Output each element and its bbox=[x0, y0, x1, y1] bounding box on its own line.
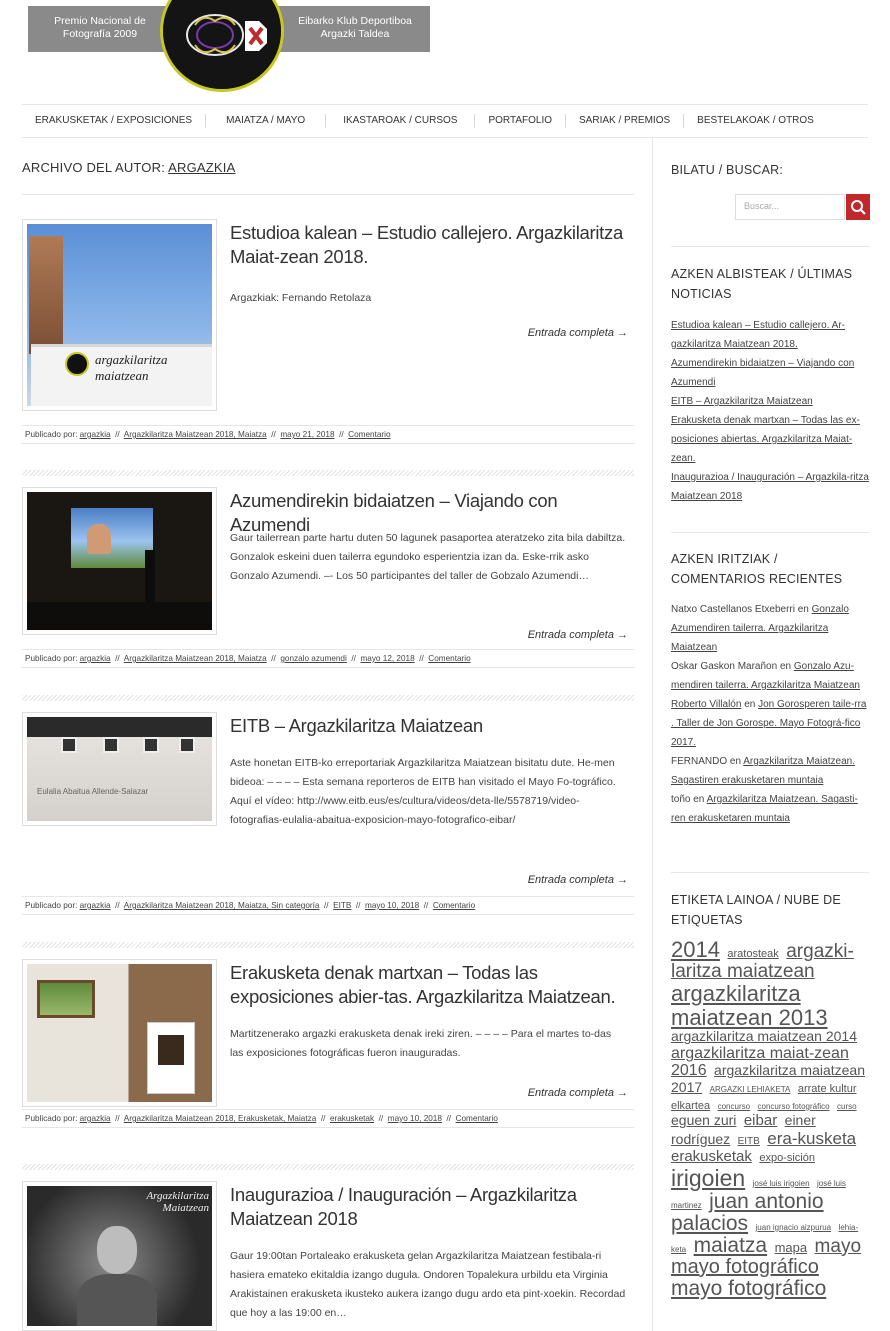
thumbnail-caption: Eulalia Abaitua Allende-Salazar bbox=[37, 787, 149, 796]
divider bbox=[22, 194, 634, 195]
tag-link[interactable]: argazkilaritza maiatzean 2017 bbox=[671, 1062, 866, 1095]
tag-link[interactable]: era-kusketa bbox=[767, 1129, 857, 1149]
post-title[interactable]: Erakusketa denak martxan – Todas las exposiciones abier-tas. Argazkilaritza Maiatzean. bbox=[230, 962, 616, 1007]
tag-link[interactable]: curso bbox=[837, 1101, 857, 1111]
post-thumbnail[interactable] bbox=[22, 1181, 217, 1331]
club-logo[interactable] bbox=[160, 0, 284, 92]
tag-link[interactable]: juan antonio palacios bbox=[671, 1189, 824, 1235]
meta-date-link[interactable]: mayo 10, 2018 bbox=[365, 901, 420, 910]
comment-post-link[interactable]: Gonzalo Azumendiren tailerra. Argazkilaritza Maiatzean bbox=[671, 604, 849, 653]
post-thumbnail[interactable] bbox=[22, 959, 217, 1107]
post-separator bbox=[22, 695, 634, 701]
tag-link[interactable]: mayo bbox=[814, 1235, 862, 1257]
tag-link[interactable]: mapa bbox=[774, 1239, 808, 1255]
post-thumbnail[interactable] bbox=[22, 487, 217, 635]
post-separator bbox=[22, 942, 634, 948]
comment-item: Oskar Gaskon Marañon en Gonzalo Azu-mendiren tailerra. Argazkilaritza Maiatzean bbox=[671, 661, 860, 691]
meta-comment-link[interactable]: Comentario bbox=[348, 430, 391, 439]
post-thumbnail[interactable] bbox=[22, 219, 217, 411]
read-more-link[interactable]: Entrada completa → bbox=[527, 1087, 628, 1099]
post-excerpt: Gaur 19:00tan Portaleako erakusketa gelan Argazkilaritza Maiatzean festibala-ri hasiera emateko ekitaldia izango dugula. Ondoren Topalekura urbildu eta Virginia Arakistainen erakusketa ikusteko aukera izango dugu ardo eta pint-xoekin. Recordad que hoy a las 19:00 en… bbox=[230, 1250, 626, 1319]
post-title[interactable]: Estudioa kalean – Estudio callejero. Argazkilaritza Maiat-zean 2018. bbox=[230, 222, 623, 267]
meta-categories-link[interactable]: Argazkilaritza Maiatzean 2018, Maiatza bbox=[123, 430, 267, 439]
tag-link[interactable]: ARGAZKI LEHIAKETA bbox=[709, 1084, 791, 1094]
search-input[interactable]: Buscar... bbox=[735, 194, 845, 220]
comment-item: FERNANDO en Argazkilaritza Maiatzean. Sagastiren erakusketaren muntaia bbox=[671, 756, 855, 786]
meta-categories-link[interactable]: Argazkilaritza Maiatzean 2018, Maiatza bbox=[123, 654, 267, 663]
meta-author-link[interactable]: argazkia bbox=[79, 430, 111, 439]
tag-link[interactable]: expo-sición bbox=[759, 1152, 815, 1165]
tag-link[interactable]: argazkilaritza maiat-zean 2016 bbox=[671, 1045, 849, 1080]
tag-link[interactable]: arrate kultur elkartea bbox=[671, 1082, 857, 1112]
comment-post-link[interactable]: Gonzalo Azu-mendiren tailerra. Argazkilaritza Maiatzean bbox=[671, 661, 860, 691]
tag-link[interactable]: eguen zuri bbox=[671, 1112, 737, 1129]
tag-link[interactable]: concurso fotográfico bbox=[757, 1101, 830, 1111]
meta-tags-link[interactable]: EITB bbox=[333, 901, 352, 910]
post-title[interactable]: EITB – Argazkilaritza Maiatzean bbox=[230, 715, 483, 736]
read-more-link[interactable]: Entrada completa → bbox=[527, 874, 628, 886]
tag-link[interactable]: mayo fotográfico bbox=[671, 1255, 819, 1278]
post-title[interactable]: Inaugurazioa / Inauguración – Argazkilaritza Maiatzean 2018 bbox=[230, 1184, 577, 1229]
news-link[interactable]: Erakusketa denak martxan – Todas las ex-posiciones abiertas. Argazkilaritza Maiat-zean. bbox=[671, 415, 860, 464]
post-separator bbox=[22, 470, 634, 476]
meta-date-link[interactable]: mayo 21, 2018 bbox=[280, 430, 335, 439]
news-link[interactable]: Estudioa kalean – Estudio callejero. Ar-gazkilaritza Maiatzean 2018. bbox=[671, 320, 845, 350]
thumbnail-caption: Argazkilaritza Maiatzean bbox=[146, 1190, 209, 1214]
tag-link[interactable]: juan ignacio aizpurua bbox=[755, 1222, 832, 1232]
sidebar bbox=[652, 138, 870, 1331]
archive-author-link[interactable]: ARGAZKIA bbox=[168, 160, 236, 175]
main-navigation bbox=[22, 104, 868, 138]
meta-author-link[interactable]: argazkia bbox=[79, 1114, 111, 1123]
comments-widget-title: AZKEN IRITZIAK / COMENTARIOS RECIENTES bbox=[671, 552, 843, 586]
tag-link[interactable]: mayo fotográfico bbox=[671, 1276, 827, 1300]
tag-cloud bbox=[671, 938, 871, 1300]
banner-left-text: Premio Nacional de Fotografía 2009 bbox=[54, 15, 146, 40]
post-excerpt: Gaur tailerrean parte hartu duten 50 lagunek pasaportea ateratzeko zita bila dabiltza. Gonzalok eskeini duen tailerra egundoko esperientzia izan da. Eske-rrik asko Gonzalo Azumendi. –- Los 50 participantes del taller de Gobzalo Azumendi… bbox=[230, 532, 626, 582]
post-meta: Publicado por: argazkia // Argazkilaritza Maiatzean 2018, Maiatza // gonzalo azumendi // mayo 12, 2018 // Comentario bbox=[22, 649, 634, 668]
news-widget-title: AZKEN ALBISTEAK / ÚLTIMAS NOTICIAS bbox=[671, 267, 853, 301]
comment-item: Natxo Castellanos Etxeberri en Gonzalo Azumendiren tailerra. Argazkilaritza Maiatzean bbox=[671, 604, 849, 653]
tag-link[interactable]: einer rodríguez bbox=[671, 1112, 816, 1148]
meta-categories-link[interactable]: Argazkilaritza Maiatzean 2018, Erakusketak, Maiatza bbox=[123, 1114, 317, 1123]
search-widget-title: BILATU / BUSCAR: bbox=[671, 163, 784, 177]
meta-comment-link[interactable]: Comentario bbox=[455, 1114, 498, 1123]
comment-post-link[interactable]: Argazkilaritza Maiatzean. Sagasti-ren erakusketaren muntaia bbox=[671, 794, 858, 824]
nav-item-cursos[interactable]: IKASTAROAK / CURSOS bbox=[326, 114, 475, 128]
meta-comment-link[interactable]: Comentario bbox=[432, 901, 476, 910]
comment-post-link[interactable]: Jon Gorosperen taile-rra . Taller de Jon Gorospe. Mayo Fotográ-fico 2017. bbox=[671, 699, 867, 748]
tag-link[interactable]: irigoien bbox=[671, 1164, 746, 1191]
news-link[interactable]: Azumendirekin bidaiatzen – Viajando con Azumendi bbox=[671, 358, 855, 388]
tag-link[interactable]: maiatza bbox=[693, 1233, 768, 1257]
post-excerpt: Aste honetan EITB-ko erreportariak Argazkilaritza Maiatzean bisitatu dute. He-men bideoa: – – – – Esta semana reporteros de EITB han visitado el Mayo Fo-tográfico. Aquí el vídeo: http://www.eitb.eus/es/cultura/videos/deta-lle/5578719/video-fotografias-eulalia-abaitua-exposicion-mayo-fotografico-eibar/ bbox=[230, 757, 616, 826]
post-title[interactable]: Azumendirekin bidaiatzen – Viajando con Azumendi bbox=[230, 490, 558, 535]
tag-link[interactable]: aratosteak bbox=[727, 948, 779, 960]
divider bbox=[671, 246, 869, 247]
meta-comment-link[interactable]: Comentario bbox=[428, 654, 471, 663]
nav-item-portafolio[interactable]: PORTAFOLIO bbox=[475, 114, 566, 128]
banner-right-text: Eibarko Klub Deportiboa Argazki Taldea bbox=[298, 15, 412, 40]
tag-link[interactable]: erakusketak bbox=[671, 1148, 752, 1166]
tag-link[interactable]: eibar bbox=[743, 1112, 778, 1130]
meta-date-link[interactable]: mayo 12, 2018 bbox=[360, 654, 415, 663]
read-more-link[interactable]: Entrada completa → bbox=[527, 629, 628, 641]
post-excerpt: Argazkiak: Fernando Retolaza bbox=[230, 292, 372, 304]
site-header bbox=[0, 0, 890, 104]
tag-link[interactable]: argazki-laritza maiatzean bbox=[671, 941, 854, 982]
meta-label: Publicado por: bbox=[25, 654, 78, 663]
meta-label: Publicado por: bbox=[25, 430, 78, 439]
post-meta: Publicado por: argazkia // Argazkilaritza Maiatzean 2018, Erakusketak, Maiatza // erakusketak // mayo 10, 2018 // Comentario bbox=[22, 1109, 634, 1128]
tag-link[interactable]: lehia-keta bbox=[671, 1222, 859, 1254]
comment-item: Roberto Villalón en Jon Gorosperen taile-rra . Taller de Jon Gorospe. Mayo Fotográ-fico 2017. bbox=[671, 699, 867, 748]
comment-post-link[interactable]: Argazkilaritza Maiatzean. Sagastiren erakusketaren muntaia bbox=[671, 756, 855, 786]
post-meta: Publicado por: argazkia // Argazkilaritza Maiatzean 2018, Maiatza, Sin categoría // EITB // mayo 10, 2018 // Comentario bbox=[22, 896, 634, 915]
search-icon bbox=[846, 194, 870, 220]
thumbnail-banner-text: argazkilaritza maiatzean bbox=[95, 352, 168, 383]
comment-item: toño en Argazkilaritza Maiatzean. Sagasti-ren erakusketaren muntaia bbox=[671, 794, 858, 824]
news-list bbox=[671, 316, 871, 506]
archive-label: ARCHIVO DEL AUTOR: bbox=[22, 160, 166, 175]
nav-item-otros[interactable]: BESTELAKOAK / OTROS bbox=[697, 115, 814, 126]
post-meta: Publicado por: argazkia // Argazkilaritza Maiatzean 2018, Maiatza // mayo 21, 2018 // Comentario bbox=[22, 425, 634, 444]
comments-list bbox=[671, 600, 871, 828]
tag-link[interactable]: argazkilaritza maiatzean 2013 bbox=[671, 980, 828, 1030]
news-link[interactable]: Inaugurazioa / Inauguración – Argazkila-ritza Maiatzean 2018 bbox=[671, 472, 869, 502]
meta-label: Publicado por: bbox=[25, 1114, 78, 1123]
archive-heading bbox=[22, 160, 235, 175]
meta-tags-link[interactable]: erakusketak bbox=[329, 1114, 375, 1123]
tag-link[interactable]: concurso bbox=[717, 1101, 751, 1111]
tag-link[interactable]: EITB bbox=[737, 1136, 760, 1148]
meta-author-link[interactable]: argazkia bbox=[79, 901, 111, 910]
nav-item-premios[interactable]: SARIAK / PREMIOS bbox=[566, 114, 684, 128]
tag-link[interactable]: josé luis irigoien bbox=[752, 1178, 810, 1188]
tag-link[interactable]: argazkilaritza maiatzean 2014 bbox=[671, 1028, 857, 1045]
nav-item-exposiciones[interactable]: ERAKUSKETAK / EXPOSICIONES bbox=[22, 114, 206, 128]
meta-label: Publicado por: bbox=[25, 901, 78, 910]
meta-categories-link[interactable]: Argazkilaritza Maiatzean 2018, Maiatza, Sin categoría bbox=[123, 901, 320, 910]
meta-tags-link[interactable]: gonzalo azumendi bbox=[280, 654, 347, 663]
tags-widget-title: ETIKETA LAINOA / NUBE DE ETIQUETAS bbox=[671, 893, 841, 927]
divider bbox=[671, 532, 869, 533]
post-excerpt: Martitzenerako argazki erakusketa denak ireki ziren. – – – – Para el martes to-das las exposiciones fotográficas fueron inauguradas. bbox=[230, 1028, 612, 1059]
read-more-link[interactable]: Entrada completa → bbox=[527, 327, 628, 339]
news-link[interactable]: EITB – Argazkilaritza Maiatzean bbox=[671, 396, 813, 407]
tag-link[interactable]: 2014 bbox=[671, 937, 720, 962]
comment-author-link[interactable]: Roberto Villalón bbox=[671, 699, 742, 710]
post-separator bbox=[22, 1164, 634, 1170]
nav-item-mayo[interactable]: MAIATZA / MAYO bbox=[206, 114, 326, 128]
tag-link[interactable]: josé luis martinez bbox=[671, 1178, 846, 1210]
meta-date-link[interactable]: mayo 10, 2018 bbox=[387, 1114, 442, 1123]
search-button[interactable] bbox=[846, 194, 870, 220]
divider bbox=[671, 872, 869, 873]
meta-author-link[interactable]: argazkia bbox=[79, 654, 111, 663]
post-thumbnail[interactable] bbox=[22, 712, 217, 826]
